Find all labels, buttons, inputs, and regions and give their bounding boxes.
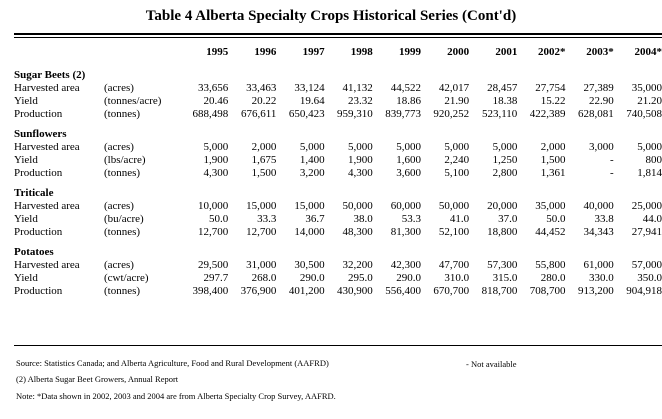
row-unit: (tonnes/acre) <box>104 95 162 107</box>
table-cell: 36.7 <box>305 213 325 225</box>
row-label: Harvested area <box>14 141 80 153</box>
table-cell: 1,600 <box>396 154 421 166</box>
row-unit: (tonnes) <box>104 226 141 238</box>
row-unit: (tonnes) <box>104 167 141 179</box>
section-header-row <box>14 245 662 259</box>
table-cell: 959,310 <box>337 108 373 120</box>
table-cell: 12,700 <box>246 226 277 238</box>
header-blank-unit <box>104 41 180 62</box>
table-cell: 4,300 <box>348 167 373 179</box>
table-cell: 32,200 <box>342 259 373 271</box>
top-rule-thin <box>14 37 662 38</box>
year-header: 1997 <box>302 46 325 58</box>
table-cell: 21.20 <box>637 95 662 107</box>
table-cell: 57,000 <box>631 259 662 271</box>
table-cell: 670,700 <box>433 285 470 297</box>
table-cell: 14,000 <box>294 226 325 238</box>
row-label: Yield <box>14 154 38 166</box>
table-cell: 27,389 <box>583 82 614 94</box>
table-cell: 1,900 <box>348 154 373 166</box>
table-cell: 290.0 <box>299 272 325 284</box>
table-cell: 2,800 <box>492 167 518 179</box>
table-row <box>14 154 662 167</box>
table-cell: 31,000 <box>246 259 277 271</box>
table-row <box>14 213 662 226</box>
sugar-beet-note: (2) Alberta Sugar Beet Growers, Annual Report <box>16 374 179 384</box>
row-unit: (cwt/acre) <box>104 272 149 284</box>
table-cell: 81,300 <box>390 226 421 238</box>
year-header: 2003* <box>586 46 614 58</box>
table-cell: 41,132 <box>342 82 373 94</box>
table-cell: 44,522 <box>390 82 421 94</box>
table-cell: 15.22 <box>540 95 566 107</box>
table-cell: 10,000 <box>197 200 229 212</box>
row-unit: (acres) <box>104 200 134 212</box>
table-cell: - <box>610 167 614 179</box>
table-cell: 27,754 <box>535 82 566 94</box>
year-header: 1998 <box>350 46 373 58</box>
table-cell: 818,700 <box>481 285 518 297</box>
row-unit: (lbs/acre) <box>104 154 146 166</box>
table-cell: 3,600 <box>396 167 421 179</box>
table-cell: - <box>610 154 614 166</box>
source-note: Source: Statistics Canada; and Alberta Agriculture, Food and Rural Development (AAFRD) <box>16 358 329 368</box>
section-title: Sunflowers <box>14 128 67 140</box>
table-cell: 5,000 <box>203 141 229 153</box>
table-cell: 904,918 <box>626 285 662 297</box>
table-cell: 3,200 <box>299 167 325 179</box>
table-cell: 4,300 <box>203 167 229 179</box>
table-cell: 33.8 <box>594 213 614 225</box>
table-cell: 50,000 <box>342 200 373 212</box>
section-title: Potatoes <box>14 246 54 258</box>
table-cell: 18.86 <box>396 95 421 107</box>
table-cell: 398,400 <box>192 285 229 297</box>
table-cell: 330.0 <box>588 272 614 284</box>
specialty-crops-table <box>14 41 662 298</box>
table-cell: 628,081 <box>577 108 614 120</box>
year-header: 1999 <box>398 46 421 58</box>
row-unit: (tonnes) <box>104 285 141 297</box>
row-label: Production <box>14 108 63 120</box>
survey-note: Note: *Data shown in 2002, 2003 and 2004 are from Alberta Specialty Crop Survey, AAFRD. <box>16 391 336 401</box>
year-header: 2001 <box>495 46 518 58</box>
row-unit: (acres) <box>104 82 134 94</box>
year-header: 2004* <box>634 46 662 58</box>
table-cell: 23.32 <box>348 95 373 107</box>
table-cell: 35,000 <box>631 82 662 94</box>
row-label: Production <box>14 167 63 179</box>
table-cell: 15,000 <box>294 200 325 212</box>
table-cell: 33,656 <box>197 82 229 94</box>
header-blank <box>14 41 104 62</box>
table-cell: 2,000 <box>540 141 566 153</box>
table-row <box>14 95 662 108</box>
table-cell: 52,100 <box>438 226 470 238</box>
row-label: Yield <box>14 213 38 225</box>
year-header: 1995 <box>206 46 229 58</box>
table-cell: 1,900 <box>203 154 229 166</box>
table-cell: 430,900 <box>337 285 373 297</box>
table-cell: 30,500 <box>294 259 325 271</box>
table-cell: 19.64 <box>299 95 325 107</box>
table-row <box>14 200 662 213</box>
table-cell: 48,300 <box>342 226 373 238</box>
table-cell: 5,000 <box>348 141 373 153</box>
table-cell: 60,000 <box>390 200 421 212</box>
table-cell: 34,343 <box>583 226 614 238</box>
table-cell: 33,463 <box>246 82 277 94</box>
table-row <box>14 82 662 95</box>
table-cell: 53.3 <box>401 213 421 225</box>
table-cell: 5,000 <box>396 141 421 153</box>
table-cell: 47,700 <box>438 259 470 271</box>
table-cell: 708,700 <box>529 285 566 297</box>
table-row <box>14 108 662 121</box>
row-unit: (acres) <box>104 259 134 271</box>
table-cell: 61,000 <box>583 259 614 271</box>
table-cell: 40,000 <box>583 200 614 212</box>
table-cell: 38.0 <box>353 213 373 225</box>
table-row <box>14 285 662 298</box>
table-cell: 50.0 <box>208 213 229 225</box>
table-cell: 18.38 <box>492 95 518 107</box>
section-title: Sugar Beets (2) <box>14 69 86 81</box>
table-cell: 1,361 <box>540 167 566 179</box>
table-cell: 310.0 <box>444 272 470 284</box>
table-cell: 21.90 <box>444 95 470 107</box>
table-cell: 1,500 <box>251 167 277 179</box>
table-cell: 44,452 <box>535 226 566 238</box>
table-cell: 5,100 <box>444 167 470 179</box>
row-unit: (acres) <box>104 141 134 153</box>
table-cell: 1,400 <box>299 154 325 166</box>
table-cell: 33.3 <box>257 213 277 225</box>
table-cell: 35,000 <box>535 200 566 212</box>
table-cell: 422,389 <box>529 108 566 120</box>
table-cell: 2,000 <box>251 141 277 153</box>
table-cell: 1,500 <box>540 154 566 166</box>
table-cell: 3,000 <box>588 141 614 153</box>
top-rule <box>14 33 662 35</box>
table-cell: 42,300 <box>390 259 421 271</box>
header-row <box>14 41 662 62</box>
table-cell: 268.0 <box>251 272 277 284</box>
table-cell: 401,200 <box>288 285 325 297</box>
table-cell: 1,250 <box>492 154 518 166</box>
table-cell: 297.7 <box>203 272 229 284</box>
table-cell: 688,498 <box>192 108 229 120</box>
row-unit: (bu/acre) <box>104 213 144 225</box>
table-cell: 350.0 <box>637 272 662 284</box>
table-cell: 42,017 <box>438 82 470 94</box>
row-label: Harvested area <box>14 259 80 271</box>
table-cell: 25,000 <box>631 200 662 212</box>
table-cell: 29,500 <box>197 259 229 271</box>
table-row <box>14 141 662 154</box>
table-cell: 2,240 <box>444 154 470 166</box>
table-cell: 55,800 <box>535 259 566 271</box>
bottom-rule <box>14 345 662 346</box>
table-cell: 20.22 <box>251 95 277 107</box>
table-cell: 5,000 <box>492 141 518 153</box>
table-cell: 50.0 <box>546 213 566 225</box>
table-row <box>14 259 662 272</box>
table-cell: 920,252 <box>433 108 470 120</box>
section-header-row <box>14 186 662 200</box>
table-cell: 556,400 <box>385 285 421 297</box>
table-cell: 20.46 <box>203 95 229 107</box>
table-cell: 800 <box>645 154 662 166</box>
row-label: Yield <box>14 272 38 284</box>
row-label: Harvested area <box>14 200 80 212</box>
table-cell: 1,675 <box>251 154 277 166</box>
table-cell: 57,300 <box>487 259 518 271</box>
year-header: 2000 <box>447 46 470 58</box>
table-cell: 12,700 <box>197 226 229 238</box>
table-cell: 5,000 <box>444 141 470 153</box>
not-available-note: - Not available <box>466 359 517 369</box>
section-header-row <box>14 127 662 141</box>
row-label: Harvested area <box>14 82 80 94</box>
table-cell: 1,814 <box>637 167 662 179</box>
table-cell: 33,124 <box>294 82 325 94</box>
year-header: 1996 <box>254 46 277 58</box>
table-cell: 18,800 <box>487 226 518 238</box>
table-cell: 44.0 <box>642 213 662 225</box>
table-cell: 41.0 <box>449 213 470 225</box>
section-header-row <box>14 68 662 82</box>
table-cell: 740,508 <box>626 108 662 120</box>
table-row <box>14 226 662 239</box>
row-label: Production <box>14 226 63 238</box>
table-cell: 50,000 <box>438 200 470 212</box>
table-cell: 315.0 <box>492 272 518 284</box>
table-cell: 650,423 <box>288 108 325 120</box>
row-label: Production <box>14 285 63 297</box>
table-cell: 280.0 <box>540 272 566 284</box>
table-title: Table 4 Alberta Specialty Crops Historical Series (Cont'd) <box>145 8 517 24</box>
row-unit: (tonnes) <box>104 108 141 120</box>
table-cell: 676,611 <box>241 108 277 120</box>
row-label: Yield <box>14 95 38 107</box>
table-cell: 523,110 <box>481 108 518 120</box>
table-cell: 5,000 <box>637 141 662 153</box>
table-cell: 5,000 <box>299 141 325 153</box>
table-cell: 290.0 <box>396 272 421 284</box>
table-cell: 20,000 <box>487 200 518 212</box>
table-body <box>14 62 662 298</box>
table-row <box>14 167 662 180</box>
table-cell: 376,900 <box>240 285 277 297</box>
table-cell: 295.0 <box>348 272 373 284</box>
table-cell: 15,000 <box>246 200 277 212</box>
table-cell: 913,200 <box>577 285 614 297</box>
section-title: Triticale <box>14 187 54 199</box>
table-row <box>14 272 662 285</box>
table-cell: 27,941 <box>631 226 662 238</box>
year-header: 2002* <box>538 46 566 58</box>
table-cell: 37.0 <box>498 213 518 225</box>
table-cell: 22.90 <box>588 95 614 107</box>
table-cell: 839,773 <box>385 108 421 120</box>
table-cell: 28,457 <box>487 82 518 94</box>
